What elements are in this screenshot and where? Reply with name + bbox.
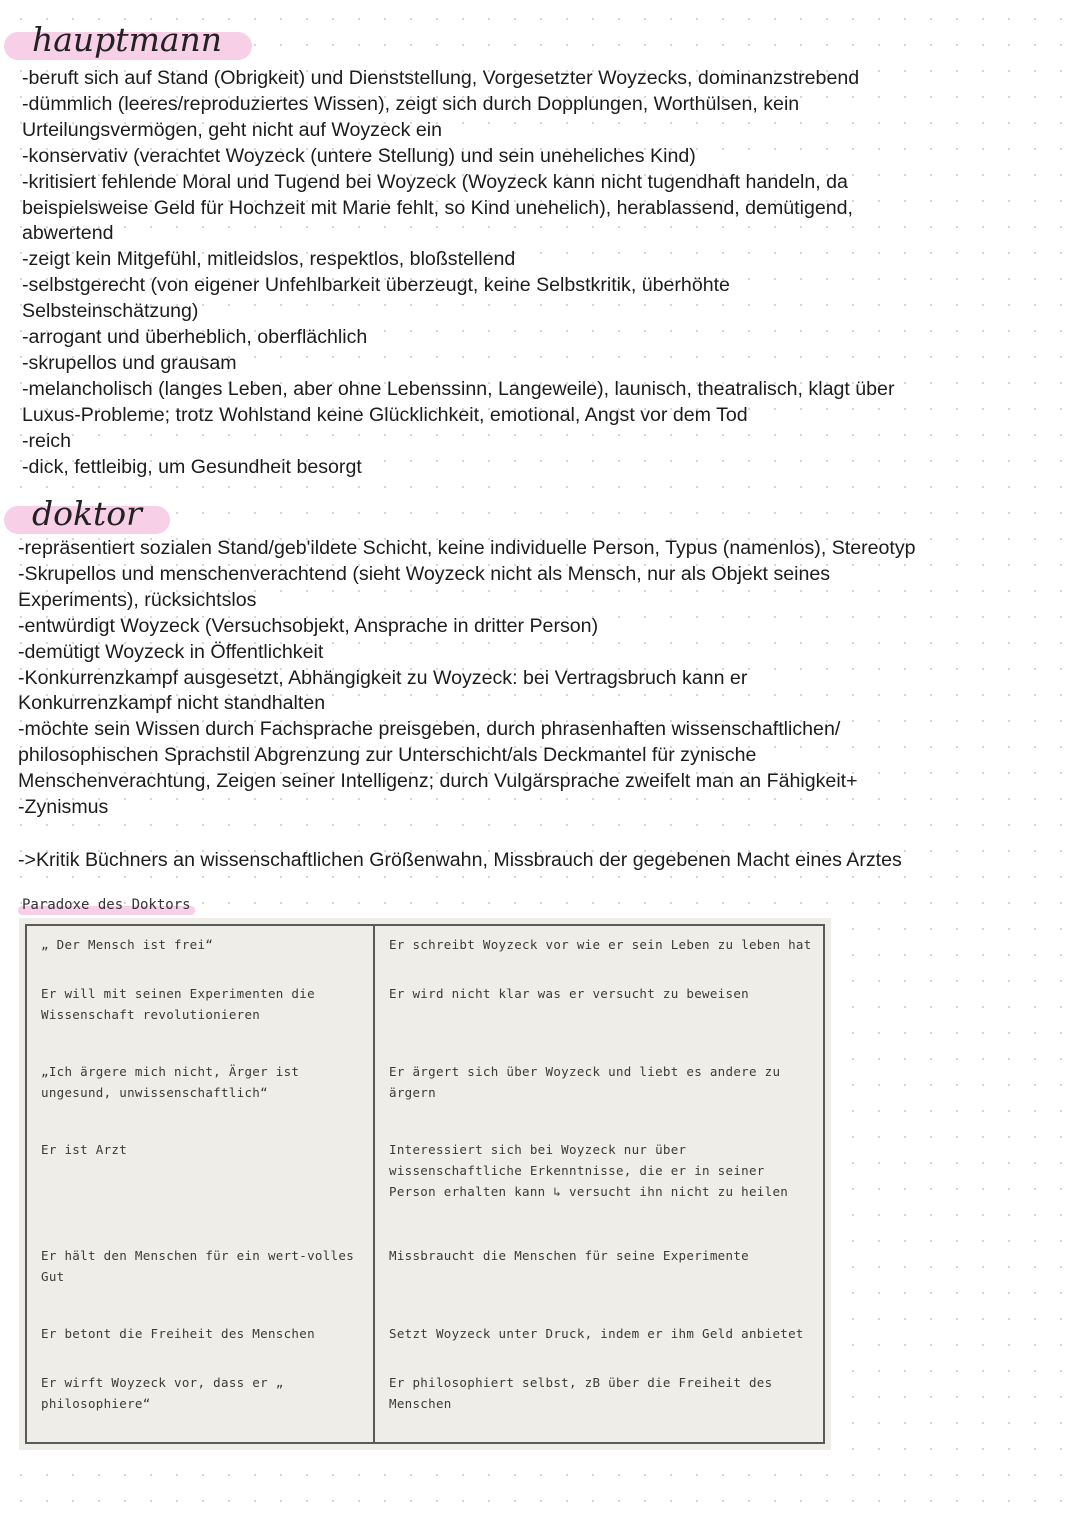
text-line: -möchte sein Wissen durch Fachsprache preisgeben, durch phrasenhaften wissenschaftlichen/ [18, 718, 841, 741]
paradox-table-photo [19, 918, 831, 1450]
heading-hauptmann: hauptmann [4, 20, 252, 60]
paradox-claim: Er will mit seinen Experimenten die Wissenschaft revolutionieren [26, 975, 374, 1053]
text-line: -konservativ (verachtet Woyzeck (untere Stellung) und sein uneheliches Kind) [22, 144, 696, 167]
table-row [26, 1237, 824, 1315]
text-line: -beruft sich auf Stand (Obrigkeit) und Dienststellung, Vorgesetzter Woyzecks, dominanzstrebend [22, 67, 860, 89]
paradox-contradiction: Er wird nicht klar was er versucht zu beweisen [389, 985, 749, 1001]
text-line: -entwürdigt Woyzeck (Versuchsobjekt, Ansprache in dritter Person) [18, 614, 599, 637]
text-line: -arrogant und überheblich, oberflächlich [22, 326, 368, 349]
text-line: -repräsentiert sozialen Stand/geb'ildete Schicht, keine individuelle Person, Typus (namenlos), Stereotyp [18, 537, 916, 559]
text-line: Urteilungsvermögen, geht nicht auf Woyzeck ein [22, 118, 443, 141]
text-line: Experiments), rücksichtslos [18, 588, 257, 611]
text-line: -reich [22, 429, 71, 452]
text-line: -Konkurrenzkampf ausgesetzt, Abhängigkeit zu Woyzeck: bei Vertragsbruch kann er [18, 666, 748, 689]
text-line: -dümmlich (leeres/reproduziertes Wissen), zeigt sich durch Dopplungen, Worthülsen, kein [22, 92, 800, 115]
text-line: abwertend [22, 222, 114, 245]
text-line: Menschenverachtung, Zeigen seiner Intelligenz; durch Vulgärsprache zweifelt man an Fähigkeit+ [18, 770, 858, 793]
paradox-contradiction: Er schreibt Woyzeck vor wie er sein Leben zu leben hat [389, 937, 812, 952]
table-row [26, 1364, 824, 1443]
paradox-claim: „Ich ärgere mich nicht, Ärger ist ungesund, unwissenschaftlich“ [26, 1053, 374, 1131]
text-line: -selbstgerecht (von eigener Unfehlbarkeit überzeugt, keine Selbstkritik, überhöhte [22, 274, 730, 297]
text-line: -demütigt Woyzeck in Öffentlichkeit [18, 640, 324, 663]
critique-line: ->Kritik Büchners an wissenschaftlichen Größenwahn, Missbrauch der gegebenen Macht eines Arztes [18, 849, 902, 871]
text-line: -skrupellos und grausam [22, 351, 237, 374]
text-line: Konkurrenzkampf nicht standhalten [18, 692, 326, 715]
text-line: -melancholisch (langes Leben, aber ohne Lebenssinn, Langeweile), launisch, theatralisch, klagt über [22, 377, 895, 400]
text-line: -kritisiert fehlende Moral und Tugend bei Woyzeck (Woyzeck kann nicht tugendhaft handeln, da [22, 170, 848, 193]
text-line: Luxus-Probleme; trotz Wohlstand keine Glücklichkeit, emotional, Angst vor dem Tod [22, 403, 748, 426]
paradox-claim: „ Der Mensch ist frei“ [26, 925, 374, 975]
paradox-contradiction: Er ärgert sich über Woyzeck und liebt es andere zu ärgern [389, 1063, 781, 1100]
text-line: Selbsteinschätzung) [22, 300, 199, 323]
hauptmann-characteristics [22, 66, 1062, 481]
paradox-contradiction: Setzt Woyzeck unter Druck, indem er ihm Geld anbietet [389, 1326, 804, 1342]
paradox-contradiction: Interessiert sich bei Woyzeck nur über wissenschaftliche Erkenntnisse, die er in seiner Person erhalten kann ↳ versucht ihn nicht zu heilen [389, 1141, 789, 1199]
text-line: -Skrupellos und menschenverachtend (sieht Woyzeck nicht als Mensch, nur als Objekt seines [18, 562, 831, 585]
paradox-contradiction: Missbraucht die Menschen für seine Experimente [389, 1248, 749, 1264]
table-row [26, 925, 824, 975]
text-line: philosophischen Sprachstil Abgrenzung zur Unterschicht/als Deckmantel für zynische [18, 744, 757, 767]
paradox-contradiction: Er philosophiert selbst, zB über die Freiheit des Menschen [389, 1374, 773, 1411]
text-line: -Zynismus [18, 796, 109, 819]
doktor-characteristics [18, 536, 1058, 821]
paradox-claim: Er hält den Menschen für ein wert-volles Gut [26, 1237, 374, 1315]
paradox-title: Paradoxe des Doktors [18, 894, 195, 916]
table-row [26, 1315, 824, 1364]
paradox-claim: Er betont die Freiheit des Menschen [26, 1315, 374, 1364]
text-line: beispielsweise Geld für Hochzeit mit Marie fehlt, so Kind unehelich), herablassend, demütigend, [22, 196, 853, 219]
text-line: -dick, fettleibig, um Gesundheit besorgt [22, 455, 362, 478]
table-row [26, 975, 824, 1053]
table-row [26, 1053, 824, 1131]
text-line: -zeigt kein Mitgefühl, mitleidslos, respektlos, bloßstellend [22, 248, 516, 271]
paradox-table [25, 924, 825, 1444]
table-row [26, 1131, 824, 1238]
paradox-claim: Er wirft Woyzeck vor, dass er „ philosophiere“ [26, 1364, 374, 1443]
paradox-claim: Er ist Arzt [26, 1131, 374, 1238]
heading-doktor: doktor [4, 494, 170, 534]
